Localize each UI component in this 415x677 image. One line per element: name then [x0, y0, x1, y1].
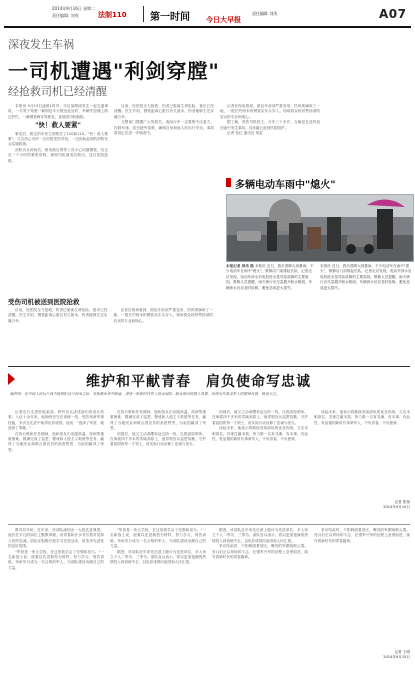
byline: 记者 张扬: [394, 500, 410, 504]
byline: 记者 王明: [394, 650, 410, 654]
article2-column-1: [8, 410, 104, 520]
section-title: 第一时间: [150, 12, 190, 23]
paragraph: 记者在现场看到，面包车前部严重变形，挡风玻璃碎了一地，一根长约两米的钢管从车头穿入。现场群众纷纷赞扬消防官兵的专业和细心。: [113, 308, 213, 323]
article2-column-6: [110, 528, 206, 668]
issue-date: 2014年9月16日 星期二: [52, 6, 96, 11]
photo-credit: 本报记者 周伟 摄: [226, 264, 254, 268]
dateline: 2014年9月15日: [383, 505, 410, 510]
paragraph: 据悉，该部队近年来先后被上级评为先进单位，多人荣立个人二等功、三等功。部队官兵表示，将以更加饱满的热情投入到训练中去，以优异成绩向祖国和人民汇报。: [212, 528, 308, 543]
title-accent-bar: [226, 178, 231, 187]
sub-heading-quick-rescue: "快！救人要紧": [35, 121, 81, 130]
paragraph: 事发后，路过的市民立即拨打了120和110。"快！救人要紧"，几名热心市民一边安慰受伤司机，一边协助赶到的消防官兵实施救援。: [8, 131, 108, 147]
article2-column-3: [212, 410, 308, 520]
article-headline: 一司机遭遇"利剑穿膛": [8, 59, 220, 83]
paragraph: 记者 张红 通讯员 何雷: [227, 131, 263, 136]
paragraph: 教导员介绍，近年来，该部队涌现出一大批先进典型。他们在平凡的岗位上默默奉献，用青春和汗水书写着对党和人民的忠诚。部队还积极开展学习先进活动，营造争先创优的良好氛围。: [8, 528, 104, 549]
paragraph: "军营是一所大学校，在这里我学会了坚强和担当。"一名新战士说，他要以先进典型为榜样，努力学习，刻苦训练，争取早日成为一名合格的军人，为部队建设贡献自己的力量。: [8, 549, 104, 570]
paragraph: 谈起未来，他表示将继续发扬部队的优良传统，立足本职岗位，苦练打赢本领，努力做一名有灵魂、有本事、有血性、有品德的新时代革命军人，不负青春，不负使命。: [212, 426, 308, 442]
article2-column-4: [314, 410, 410, 498]
paragraph: "军营是一所大学校，在这里我学会了坚强和担当。"一名新战士说，他要以先进典型为榜样，努力学习，刻苦训练，争取早日成为一名合格的军人，为部队建设贡献自己的力量。: [110, 528, 206, 549]
editor-credit: 责任编辑: 刘茂: [52, 13, 79, 18]
photo-caption-text: 本报讯 近日，我市普降大到暴雨，不少电动车在雨中"熄火"，维修店门前排起长队。记者走访发现，电动车涉水后电机进水是导致故障的主要原因。维修人员提醒，雨天骑行应尽量避开积水路段，车辆涉水后应及时检修，避免造成更大损失。: [226, 264, 314, 290]
paper-name: 今日大早报: [206, 15, 241, 24]
paragraph: 目前，经医院全力抢救，伤者已脱离生命危险，意识已经清醒。医生介绍，钢管距离心脏仅有几厘米，伤者能够生还实属万幸。: [8, 308, 108, 323]
paragraph: 交警部门提醒广大驾驶员，夜间行车一定要集中注意力，控制车速，切勿疲劳驾驶，确保自身和他人的出行安全。事故原因正在进一步调查中。: [114, 120, 214, 136]
article2-column-7: [212, 528, 308, 668]
article2-column-2: [110, 410, 206, 520]
photo-caption-col-1: [226, 264, 314, 334]
photo-story-title: 多辆电动车雨中"熄火": [235, 180, 336, 191]
article-subhead: 经抢救司机已经清醒: [8, 85, 107, 98]
photo-caption-text-continued: 本报讯 近日，我市普降大到暴雨，不少电动车在雨中"熄火"，维修店门前排起长队。记者走访发现，电动车涉水后电机进水是导致故障的主要原因。维修人员提醒，雨天骑行应尽量避开积水路段，车辆涉水后应及时检修，避免造成更大损失。: [320, 264, 412, 290]
paragraph: 据悉，该部队近年来先后被上级评为先进单位，多人荣立个人二等功、三等功。部队官兵表示，将以更加饱满的热情投入到训练中去，以优异成绩向祖国和人民汇报。: [110, 549, 206, 565]
paragraph: 采访结束时，夕阳映照着营区，嘹亮的军歌响彻云霄。官兵们正以昂扬的斗志，在强军兴军的征程上奋勇前进，续写着新时代的青春篇章。: [314, 528, 410, 543]
banner-arrow-icon: [8, 373, 15, 385]
inner-divider: [8, 524, 410, 525]
paragraph: 目前，经医院全力抢救，伤者已脱离生命危险，意识已经清醒。医生介绍，钢管距离心脏仅有几厘米，伤者能够生还实属万幸。: [114, 104, 214, 119]
sub-heading-hospital: 受伤司机被送到医院抢救: [8, 298, 80, 306]
paragraph: 谈起未来，他表示将继续发扬部队的优良传统，立足本职岗位，苦练打赢本领，努力做一名有灵魂、有本事、有血性、有品德的新时代革命军人，不负青春，不负使命。: [314, 410, 410, 425]
paragraph: 在执行维和任务期间，他和战友们克服高温、疫病等重重困难，圆满完成了巡逻、警戒和人道主义救援等任务，赢得了当地民众和联合国官员的高度赞誉，为祖国赢得了荣誉。: [110, 410, 206, 431]
photo-title-bar: [226, 176, 414, 190]
article-continued: [8, 308, 213, 363]
dateline: 2014年9月15日: [383, 655, 410, 660]
article2-signature-1: [314, 500, 410, 511]
article2-intro: 编者按：在中国人民抗日战争胜利纪念日到来之际，本报推出系列报道，讲述一批新时代军人投身国防、献身使命的感人故事，展现当代革命军人的精神风貌，敬请关注。: [10, 392, 280, 396]
paragraph: 据了解，受伤司机姓王，今年三十多岁，当晚是在送货返回途中发生事故。其家属已赶到医院陪护。: [220, 120, 320, 130]
page-number: A07: [379, 7, 407, 21]
paragraph: 在执行维和任务期间，他和战友们克服高温、疫病等重重困难，圆满完成了巡逻、警戒和人道主义救援等任务，赢得了当地民众和联合国官员的高度赞誉，为祖国赢得了荣誉。: [8, 431, 104, 452]
paragraph: 本报讯 9月15日凌晨1时许，市区某路段发生一起交通事故，一名男子驾驶一辆面包车行驶至此处时，车辆失控撞上路边护栏，一截钢管刺穿驾驶室，直插进司机胸腔。: [8, 104, 108, 119]
paragraph: 回国后，他又主动请缨奔赴边防一线，扎根高原哨所。在海拔四千多米的雪域高原上，他带领官兵巡逻执勤，守护着祖国的每一寸领土，用实际行动诠释了忠诚与担当。: [110, 431, 206, 447]
rain-scooter-photo: [226, 194, 414, 262]
paper-logo: [206, 7, 246, 24]
header-info: [252, 11, 342, 16]
paragraph: 采访结束时，夕阳映照着营区，嘹亮的军歌响彻云霄。官兵们正以昂扬的斗志，在强军兴军的征程上奋勇前进，续写着新时代的青春篇章。: [212, 544, 308, 560]
article2-title: 维护和平献青春 肩负使命写忠诚: [86, 374, 311, 390]
article-kicker: 深夜发生车祸: [8, 38, 74, 51]
paragraph: 消防官兵到场后，使用液压剪等工具小心切割钢管，经过近一个小时的紧张营救，被困司机被成功救出，送往医院抢救。: [8, 147, 108, 163]
paragraph: 记者近日走进驻地某部，聆听官兵讲述他们的成长故事。入伍十余年来，他始终坚守在训练一线，刻苦钻研军事技能，多次在比武中取得优异成绩。他说："选择了军营，就选择了奉献。": [8, 410, 104, 431]
banner-area: [8, 370, 410, 390]
paragraph: 回国后，他又主动请缨奔赴边防一线，扎根高原哨所。在海拔四千多米的雪域高原上，他带领官兵巡逻执勤，守护着祖国的每一寸领土，用实际行动诠释了忠诚与担当。: [212, 410, 308, 425]
article2-column-5: [8, 528, 104, 668]
paragraph: 记者在现场看到，面包车前部严重变形，挡风玻璃碎了一地，一根长约两米的钢管从车头穿入。现场群众纷纷赞扬消防官兵的专业和细心。: [220, 104, 320, 119]
section-divider: [8, 366, 410, 367]
section-logo: 法制110: [98, 11, 127, 19]
rain-scene-illustration: [227, 195, 413, 261]
article-column-2: [114, 104, 214, 244]
header-divider: [143, 6, 144, 22]
photo-caption-col-2: [320, 264, 412, 334]
article-column-1: [8, 104, 108, 294]
article2-signature-2: [314, 650, 410, 661]
header-editor-repeat: 责任编辑: 刘茂: [252, 11, 278, 16]
article2-column-8: [314, 528, 410, 648]
